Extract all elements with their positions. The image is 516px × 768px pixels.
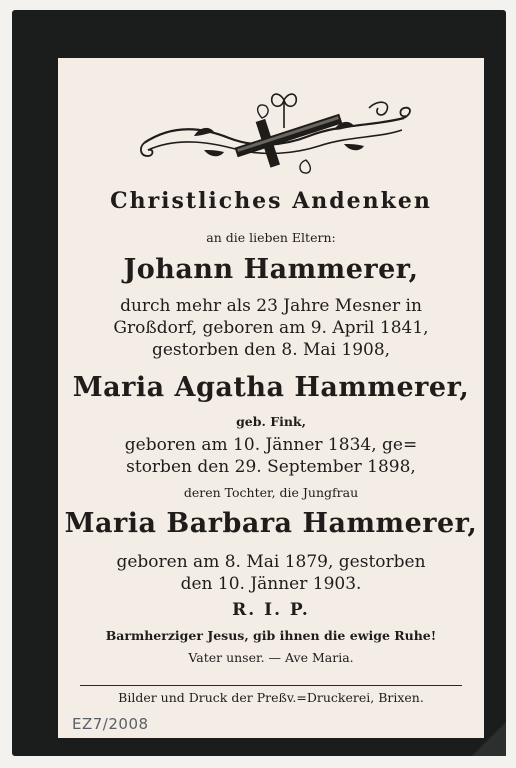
rip-text: R. I. P. xyxy=(232,600,310,620)
divider xyxy=(80,685,462,686)
mother-detail-1: geboren am 10. Jänner 1834, ge= xyxy=(124,435,418,455)
card-paper xyxy=(58,58,484,738)
prayer-text: Barmherziger Jesus, gib ihnen die ewige Ruhe! xyxy=(105,628,437,643)
cross-lily-ornament-icon xyxy=(134,88,414,178)
archive-note: EZ7/2008 xyxy=(72,715,149,733)
prayer-text-2: Vater unser. — Ave Maria. xyxy=(188,650,354,665)
daughter-detail-1: geboren am 8. Mai 1879, gestorben xyxy=(116,552,426,572)
memorial-card xyxy=(12,10,506,756)
mother-maiden-name: geb. Fink, xyxy=(236,414,306,429)
mother-name: Maria Agatha Hammerer, xyxy=(72,372,470,403)
daughter-intro: deren Tochter, die Jungfrau xyxy=(183,485,359,500)
card-subtitle: an die lieben Eltern: xyxy=(206,230,336,245)
father-detail-2: Großdorf, geboren am 9. April 1841, xyxy=(113,318,429,338)
father-detail-3: gestorben den 8. Mai 1908, xyxy=(151,340,391,360)
printer-imprint: Bilder und Druck der Preßv.=Druckerei, Brixen. xyxy=(118,690,424,705)
daughter-name: Maria Barbara Hammerer, xyxy=(64,508,478,539)
daughter-detail-2: den 10. Jänner 1903. xyxy=(180,574,362,594)
father-detail-1: durch mehr als 23 Jahre Mesner in xyxy=(120,296,422,316)
mother-detail-2: storben den 29. September 1898, xyxy=(126,457,416,477)
father-name: Johann Hammerer, xyxy=(123,254,419,285)
folded-corner xyxy=(472,722,506,756)
card-title: Christliches Andenken xyxy=(110,188,432,214)
